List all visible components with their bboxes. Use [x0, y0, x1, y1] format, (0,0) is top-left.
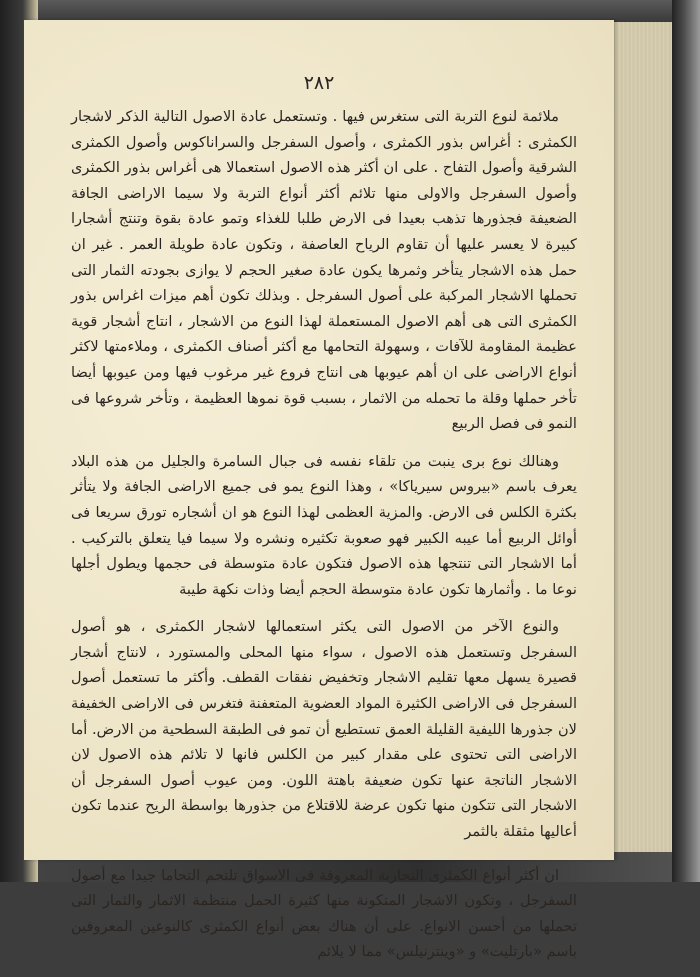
page-number: ٢٨٢ — [303, 72, 335, 94]
book-cover-right-edge — [672, 0, 700, 882]
paragraph-4: ان أكثر أنواع الكمثرى التجارية المعروفة فى الاسواق تلتحم التحاما جيدا مع أصول السفرجل ، وتكون الاشجار المتكونة منها كثيرة الحمل منتظمة الاثمار والثمار التى تحملها من أحسن الانواع. على أن هناك بعض أنواع الكمثرى كالنوعين المعروفين باسم «بارتليت» و «وينترنيلس» مما لا يلائم — [71, 866, 577, 961]
book-cover-top-edge — [30, 0, 700, 22]
paragraph-3: والنوع الآخر من الاصول التى يكثر استعمالها لاشجار الكمثرى ، هو أصول السفرجل وتستعمل هذه الاصول ، سواء منها المحلى والمستورد ، لانتاج أشجار قصيرة يسهل معها تقليم الاشجار وتخفيض نفقات القطف. وأكثر ما تستعمل أصول السفرجل فى الاراضى الكثيرة المواد العضوية المتعفنة فتغرس فى الاراضى الخفيفة لان جذورها الليفية القليلة العمق تستطيع أن تمو فى الطبقة السطحية من الارض. أما الاراضى التى تحتوى على مقدار كبير من الكلس فانها لا تلائم هذه الاصول لان الاشجار الناتجة عنها تكون ضعيفة باهتة اللون. ومن عيوب أصول السفرجل أن الاشجار التى تتكون منها تكون عرضة للاقتلاع من جذورها بواسطة الريح عندما تكون أعاليها مثقلة بالثمر — [71, 618, 577, 841]
paragraph-1: ملائمة لنوع التربة التى ستغرس فيها . وتستعمل عادة الاصول التالية الذكر لاشجار الكمثرى : أغراس بذور الكمثرى ، وأصول السفرجل والسراناكوس وأصول الكمثرى الشرقية وأصول التفاح . على ان أكثر هذه الاصول استعمالا هى أغراس بذور الكمثرى وأصول السفرجل والاولى منها تلائم أكثر أنواع التربة ولا سيما الاراضى الجافة الضعيفة فجذورها تذهب بعيدا فى الارض طلبا للغذاء وتمو عادة بقوة وتنتج أشجارا كبيرة لا يعسر عليها أن تقاوم الرياح العاصفة ، وتكون عادة طويلة العمر . غير ان حمل هذه الاشجار يتأخر وثمرها يكون عادة صغير الحجم لا يوازى بجودته الثمار التى تحملها الاشجار المركبة على أصول السفرجل . وبذلك تكون أهم ميزات اغراس بذور الكمثرى التى هى أهم الاصول المستعملة لهذا النوع من الاشجار ، انتاج أشجار قوية عظيمة المقاومة للآفات ، وسهولة التحامها مع أكثر أصناف الكمثرى ، وملاءمتها لاكثر أنواع الاراضى على ان أهم عيوبها هى انتاج فروع غير مرغوب فيها ومن عيوبها أيضا تأخر حملها وقلة ما تحمله من الاثمار ، بسبب قوة نموها العظيمة ، وتأخر شروعها فى النمو فى فصل الربيع — [71, 108, 577, 433]
paragraph-2: وهنالك نوع برى ينبت من تلقاء نفسه فى جبال السامرة والجليل من هذه البلاد يعرف باسم «بيروس سيرياكا» ، وهذا النوع يمو فى جميع الاراضى الجافة ولا يتأثر بكثرة الكلس فى الارض. والمزية العظمى لهذا النوع هو ان أشجاره تورق سريعا فى أوائل الربيع أما عيبه الكبير فهو صعوبة تكثيره ونشره ولا سيما فيا يتعلق بالتركيب . أما الاشجار التى تنتجها هذه الاصول فتكون عادة متوسطة فى حجمها ويطول أجلها نوعا ما . وأثمارها تكون عادة متوسطة الحجم أيضا وذات نكهة طيبة — [71, 452, 577, 598]
page-stack-edge — [605, 22, 676, 852]
book-page — [24, 20, 614, 961]
page-body — [71, 104, 577, 977]
